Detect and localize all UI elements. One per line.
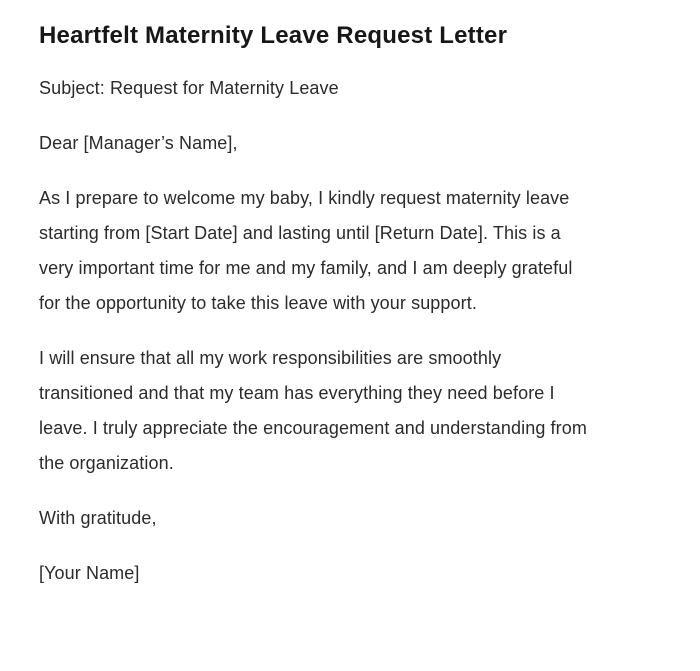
- subject-line: Subject: Request for Maternity Leave: [39, 77, 339, 98]
- page-title: Heartfelt Maternity Leave Request Letter: [39, 22, 508, 49]
- letter-paragraph: As I prepare to welcome my baby, I kindly request maternity leave starting from [Start Date] and lasting until [Return Date]. This is a very important time for me and my family, and I am deeply grateful for the opportunity to take this leave with your support.: [39, 187, 573, 313]
- signature-placeholder: [Your Name]: [39, 562, 140, 583]
- closing-line: With gratitude,: [39, 507, 157, 528]
- salutation: Dear [Manager’s Name],: [39, 132, 238, 153]
- letter-paragraph: I will ensure that all my work responsibilities are smoothly transitioned and that my team has everything they need before I leave. I truly appreciate the encouragement and understanding from the organization.: [39, 347, 587, 473]
